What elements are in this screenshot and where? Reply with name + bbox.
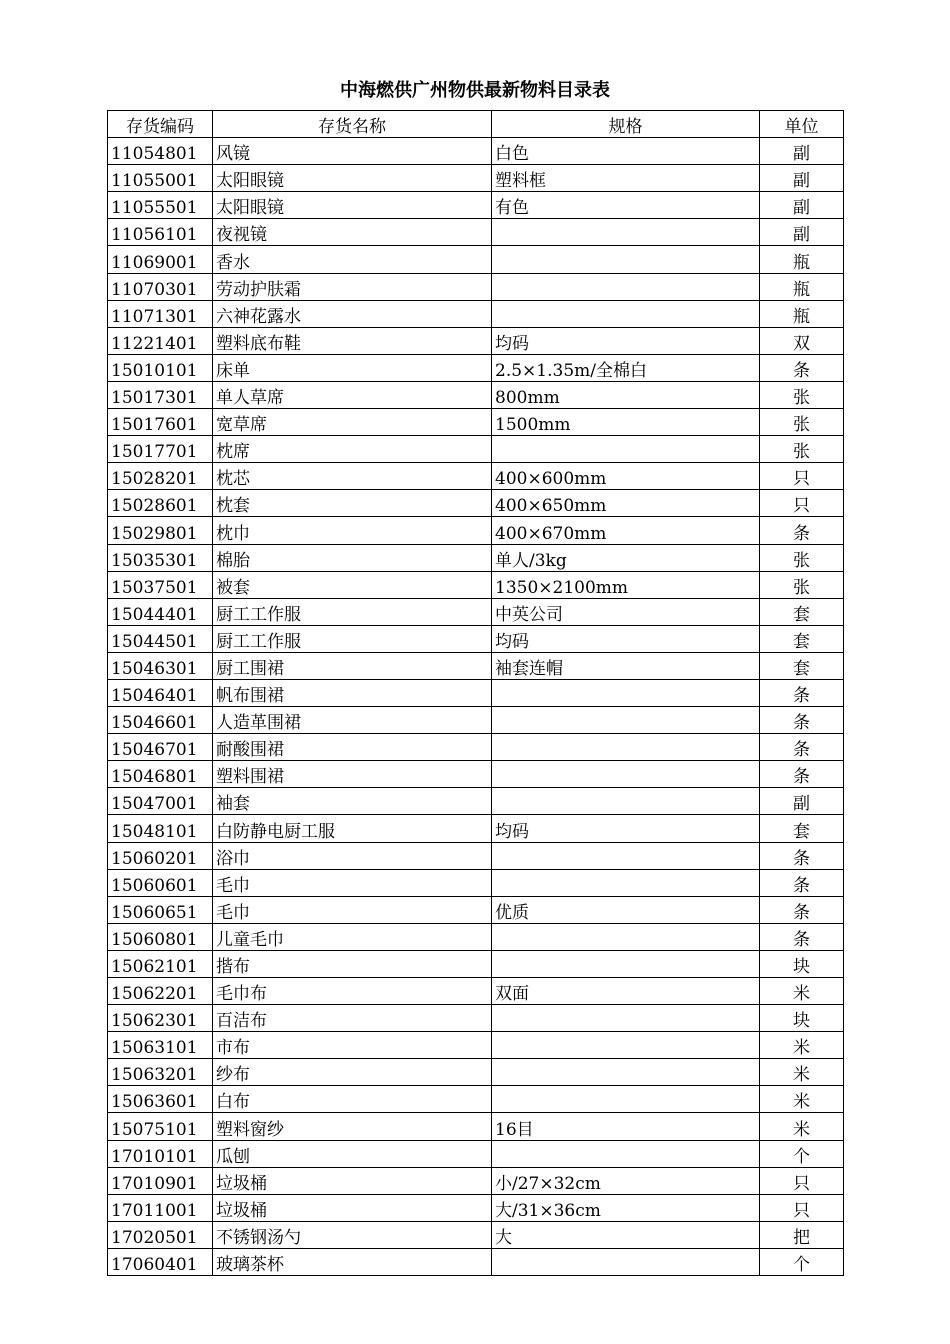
cell-name: 枕巾 [213, 517, 492, 544]
cell-name: 香水 [213, 246, 492, 273]
cell-name: 儿童毛巾 [213, 923, 492, 950]
cell-name: 六神花露水 [213, 300, 492, 327]
cell-code: 17010901 [108, 1167, 213, 1194]
cell-code: 15035301 [108, 544, 213, 571]
cell-spec: 均码 [492, 815, 760, 842]
cell-name: 毛巾 [213, 869, 492, 896]
table-row [108, 598, 844, 625]
cell-name: 床单 [213, 354, 492, 381]
table-row [108, 896, 844, 923]
table-row [108, 1086, 844, 1113]
cell-unit: 瓶 [760, 273, 844, 300]
table-row [108, 1140, 844, 1167]
table-row [108, 679, 844, 706]
cell-spec [492, 1059, 760, 1086]
cell-unit: 个 [760, 1140, 844, 1167]
cell-spec: 1350×2100mm [492, 571, 760, 598]
cell-spec: 800mm [492, 381, 760, 408]
cell-spec [492, 1248, 760, 1275]
header-code: 存货编码 [108, 111, 213, 138]
cell-name: 市布 [213, 1032, 492, 1059]
cell-code: 15063101 [108, 1032, 213, 1059]
cell-spec: 优质 [492, 896, 760, 923]
cell-code: 15017301 [108, 381, 213, 408]
cell-spec: 白色 [492, 138, 760, 165]
cell-code: 15062101 [108, 950, 213, 977]
cell-spec: 中英公司 [492, 598, 760, 625]
cell-unit: 张 [760, 381, 844, 408]
cell-name: 夜视镜 [213, 219, 492, 246]
table-row [108, 734, 844, 761]
cell-spec [492, 246, 760, 273]
cell-name: 枕芯 [213, 463, 492, 490]
cell-name: 塑料窗纱 [213, 1113, 492, 1140]
cell-unit: 条 [760, 869, 844, 896]
cell-unit: 张 [760, 436, 844, 463]
cell-name: 风镜 [213, 138, 492, 165]
cell-code: 15062201 [108, 978, 213, 1005]
cell-unit: 双 [760, 327, 844, 354]
cell-code: 17020501 [108, 1221, 213, 1248]
table-row [108, 246, 844, 273]
cell-spec [492, 679, 760, 706]
cell-name: 劳动护肤霜 [213, 273, 492, 300]
cell-code: 15028601 [108, 490, 213, 517]
cell-code: 15075101 [108, 1113, 213, 1140]
table-row [108, 463, 844, 490]
cell-unit: 套 [760, 598, 844, 625]
cell-spec [492, 1032, 760, 1059]
cell-unit: 副 [760, 192, 844, 219]
cell-code: 15017701 [108, 436, 213, 463]
table-row [108, 490, 844, 517]
cell-unit: 套 [760, 625, 844, 652]
cell-name: 单人草席 [213, 381, 492, 408]
header-name: 存货名称 [213, 111, 492, 138]
table-row [108, 544, 844, 571]
cell-spec: 双面 [492, 978, 760, 1005]
cell-name: 太阳眼镜 [213, 192, 492, 219]
cell-code: 15062301 [108, 1005, 213, 1032]
table-row [108, 923, 844, 950]
cell-unit: 条 [760, 679, 844, 706]
cell-spec: 均码 [492, 625, 760, 652]
cell-unit: 副 [760, 219, 844, 246]
table-row [108, 517, 844, 544]
cell-code: 15046701 [108, 734, 213, 761]
cell-spec [492, 436, 760, 463]
cell-code: 15044401 [108, 598, 213, 625]
cell-code: 15046401 [108, 679, 213, 706]
cell-code: 11055501 [108, 192, 213, 219]
cell-unit: 副 [760, 165, 844, 192]
cell-code: 11070301 [108, 273, 213, 300]
cell-code: 15060801 [108, 923, 213, 950]
cell-unit: 条 [760, 354, 844, 381]
table-row [108, 381, 844, 408]
cell-code: 15037501 [108, 571, 213, 598]
cell-code: 15048101 [108, 815, 213, 842]
cell-unit: 条 [760, 842, 844, 869]
cell-code: 15063201 [108, 1059, 213, 1086]
cell-name: 厨工工作服 [213, 598, 492, 625]
cell-spec [492, 869, 760, 896]
cell-name: 毛巾 [213, 896, 492, 923]
cell-unit: 只 [760, 1167, 844, 1194]
cell-unit: 副 [760, 138, 844, 165]
cell-unit: 张 [760, 544, 844, 571]
cell-unit: 米 [760, 1032, 844, 1059]
cell-name: 垃圾桶 [213, 1167, 492, 1194]
cell-name: 枕套 [213, 490, 492, 517]
table-row [108, 761, 844, 788]
cell-spec: 400×600mm [492, 463, 760, 490]
table-row [108, 1248, 844, 1275]
cell-code: 17060401 [108, 1248, 213, 1275]
cell-spec: 小/27×32cm [492, 1167, 760, 1194]
cell-name: 不锈钢汤勺 [213, 1221, 492, 1248]
cell-name: 浴巾 [213, 842, 492, 869]
table-row [108, 1032, 844, 1059]
cell-unit: 副 [760, 788, 844, 815]
cell-unit: 米 [760, 1086, 844, 1113]
cell-code: 11054801 [108, 138, 213, 165]
cell-code: 11221401 [108, 327, 213, 354]
table-row [108, 950, 844, 977]
cell-name: 塑料围裙 [213, 761, 492, 788]
cell-name: 纱布 [213, 1059, 492, 1086]
header-spec: 规格 [492, 111, 760, 138]
cell-unit: 条 [760, 517, 844, 544]
table-row [108, 978, 844, 1005]
cell-code: 17011001 [108, 1194, 213, 1221]
cell-spec [492, 219, 760, 246]
cell-spec [492, 273, 760, 300]
cell-spec [492, 1005, 760, 1032]
cell-spec [492, 707, 760, 734]
cell-spec [492, 923, 760, 950]
cell-unit: 套 [760, 815, 844, 842]
cell-unit: 条 [760, 734, 844, 761]
cell-name: 白布 [213, 1086, 492, 1113]
cell-code: 15029801 [108, 517, 213, 544]
cell-spec [492, 761, 760, 788]
table-row [108, 273, 844, 300]
cell-code: 15060651 [108, 896, 213, 923]
header-row [108, 111, 844, 138]
page-title: 中海燃供广州物供最新物料目录表 [340, 80, 610, 101]
cell-spec [492, 842, 760, 869]
table-row [108, 1005, 844, 1032]
cell-spec [492, 950, 760, 977]
cell-unit: 条 [760, 761, 844, 788]
cell-unit: 瓶 [760, 300, 844, 327]
table-row [108, 327, 844, 354]
cell-spec: 400×670mm [492, 517, 760, 544]
cell-unit: 张 [760, 571, 844, 598]
cell-name: 太阳眼镜 [213, 165, 492, 192]
cell-unit: 条 [760, 896, 844, 923]
cell-name: 白防静电厨工服 [213, 815, 492, 842]
cell-unit: 条 [760, 707, 844, 734]
cell-name: 塑料底布鞋 [213, 327, 492, 354]
table-row [108, 869, 844, 896]
cell-code: 15046801 [108, 761, 213, 788]
catalog-table [107, 110, 844, 1276]
cell-code: 11055001 [108, 165, 213, 192]
table-row [108, 1194, 844, 1221]
table-row [108, 842, 844, 869]
table-row [108, 625, 844, 652]
table-row [108, 1059, 844, 1086]
cell-code: 15047001 [108, 788, 213, 815]
cell-code: 15017601 [108, 409, 213, 436]
cell-code: 15060601 [108, 869, 213, 896]
cell-spec [492, 734, 760, 761]
table-row [108, 788, 844, 815]
cell-spec: 16目 [492, 1113, 760, 1140]
cell-code: 15060201 [108, 842, 213, 869]
cell-name: 袖套 [213, 788, 492, 815]
table-row [108, 571, 844, 598]
cell-unit: 条 [760, 923, 844, 950]
cell-code: 15028201 [108, 463, 213, 490]
cell-unit: 只 [760, 490, 844, 517]
cell-code: 15010101 [108, 354, 213, 381]
cell-name: 棉胎 [213, 544, 492, 571]
cell-spec: 400×650mm [492, 490, 760, 517]
cell-unit: 张 [760, 409, 844, 436]
cell-name: 人造革围裙 [213, 707, 492, 734]
table-row [108, 138, 844, 165]
table-row [108, 165, 844, 192]
cell-unit: 只 [760, 463, 844, 490]
cell-spec [492, 1140, 760, 1167]
cell-code: 15046301 [108, 652, 213, 679]
cell-unit: 米 [760, 1059, 844, 1086]
cell-spec: 单人/3kg [492, 544, 760, 571]
cell-name: 厨工工作服 [213, 625, 492, 652]
cell-code: 15044501 [108, 625, 213, 652]
table-header [108, 111, 844, 138]
table-row [108, 354, 844, 381]
table-row [108, 219, 844, 246]
table-row [108, 1221, 844, 1248]
cell-spec: 均码 [492, 327, 760, 354]
cell-unit: 块 [760, 950, 844, 977]
cell-spec: 2.5×1.35m/全棉白 [492, 354, 760, 381]
cell-spec: 塑料框 [492, 165, 760, 192]
cell-name: 玻璃茶杯 [213, 1248, 492, 1275]
table-row [108, 707, 844, 734]
table-row [108, 1113, 844, 1140]
cell-unit: 只 [760, 1194, 844, 1221]
table-row [108, 652, 844, 679]
cell-code: 15046601 [108, 707, 213, 734]
cell-code: 11056101 [108, 219, 213, 246]
cell-spec: 1500mm [492, 409, 760, 436]
cell-unit: 套 [760, 652, 844, 679]
cell-unit: 瓶 [760, 246, 844, 273]
cell-code: 17010101 [108, 1140, 213, 1167]
cell-spec [492, 788, 760, 815]
cell-unit: 块 [760, 1005, 844, 1032]
cell-name: 宽草席 [213, 409, 492, 436]
cell-spec [492, 300, 760, 327]
cell-name: 揩布 [213, 950, 492, 977]
cell-name: 枕席 [213, 436, 492, 463]
table-row [108, 300, 844, 327]
table-row [108, 815, 844, 842]
cell-spec: 有色 [492, 192, 760, 219]
cell-name: 帆布围裙 [213, 679, 492, 706]
cell-name: 厨工围裙 [213, 652, 492, 679]
table-body [108, 138, 844, 1276]
cell-name: 耐酸围裙 [213, 734, 492, 761]
cell-name: 被套 [213, 571, 492, 598]
cell-spec [492, 1086, 760, 1113]
table-row [108, 436, 844, 463]
cell-name: 瓜刨 [213, 1140, 492, 1167]
cell-unit: 米 [760, 978, 844, 1005]
cell-spec: 大/31×36cm [492, 1194, 760, 1221]
cell-unit: 个 [760, 1248, 844, 1275]
cell-unit: 把 [760, 1221, 844, 1248]
cell-name: 毛巾布 [213, 978, 492, 1005]
cell-code: 15063601 [108, 1086, 213, 1113]
cell-code: 11069001 [108, 246, 213, 273]
cell-spec: 大 [492, 1221, 760, 1248]
cell-unit: 米 [760, 1113, 844, 1140]
table-row [108, 1167, 844, 1194]
cell-code: 11071301 [108, 300, 213, 327]
cell-spec: 袖套连帽 [492, 652, 760, 679]
cell-name: 垃圾桶 [213, 1194, 492, 1221]
cell-name: 百洁布 [213, 1005, 492, 1032]
table-row [108, 192, 844, 219]
header-unit: 单位 [760, 111, 844, 138]
table-row [108, 409, 844, 436]
